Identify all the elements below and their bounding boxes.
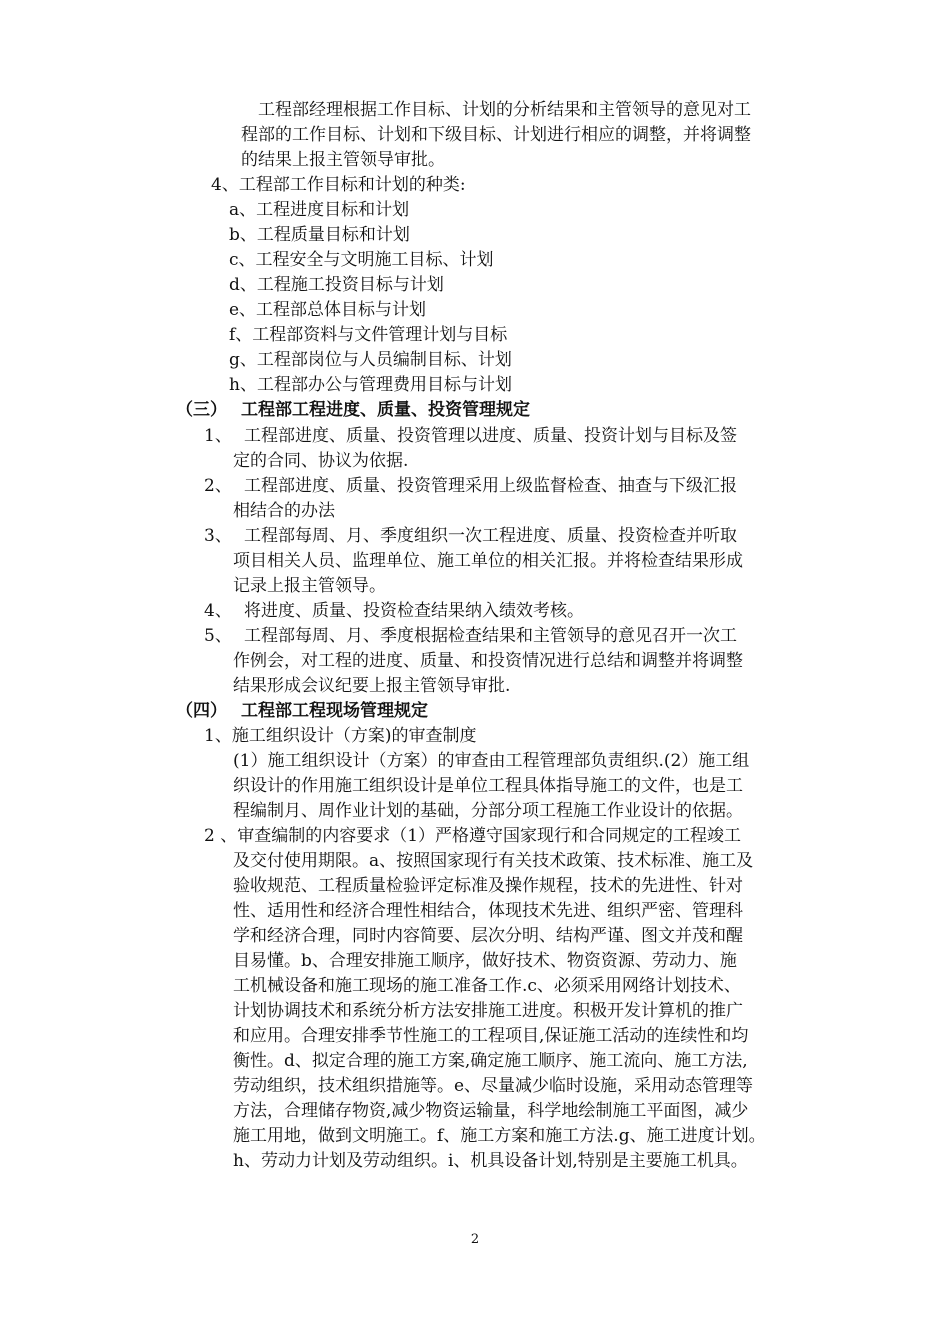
section4-item2-text: 和应用。合理安排季节性施工的工程项目,保证施工活动的连续性和均: [233, 1026, 749, 1046]
intro-line: 的结果上报主管领导审批。: [241, 150, 445, 170]
item4-list-item: e、工程部总体目标与计划: [229, 300, 427, 320]
section3-number: （三）: [176, 400, 227, 420]
section3-item-number: 4、: [204, 601, 232, 621]
section4-item2-text: 工机械设备和施工现场的施工准备工作.c、必须采用网络计划技术、: [233, 976, 741, 996]
intro-line: 工程部经理根据工作目标、计划的分析结果和主管领导的意见对工: [258, 100, 751, 120]
section3-item-number: 3、: [204, 526, 232, 546]
section4-item2-text: 劳动组织，技术组织措施等。e、尽量减少临时设施，采用动态管理等: [233, 1076, 754, 1096]
section4-item2-text: 2 、审查编制的内容要求（1）严格遵守国家现行和合同规定的工程竣工: [204, 826, 742, 846]
item4-list-item: b、工程质量目标和计划: [229, 225, 410, 245]
section4-heading: 工程部工程现场管理规定: [241, 701, 428, 721]
section4-item2-text: 性、适用性和经济合理性相结合，体现技术先进、组织严密、管理科: [233, 901, 743, 921]
section4-item2-text: 目易懂。b、合理安排施工顺序，做好技术、物资资源、劳动力、施: [233, 951, 737, 971]
section3-item-number: 5、: [204, 626, 232, 646]
section4-item2-text: h、劳动力计划及劳动组织。i、机具设备计划,特别是主要施工机具。: [233, 1151, 748, 1171]
item4-list-item: d、工程施工投资目标与计划: [229, 275, 444, 295]
section4-item2-text: 施工用地，做到文明施工。f、施工方案和施工方法.g、施工进度计划。: [233, 1126, 766, 1146]
item4-list-item: c、工程安全与文明施工目标、计划: [229, 250, 494, 270]
section4-item2-text: 及交付使用期限。a、按照国家现行有关技术政策、技术标准、施工及: [233, 851, 754, 871]
section3-item-text: 记录上报主管领导。: [233, 576, 386, 596]
intro-line: 程部的工作目标、计划和下级目标、计划进行相应的调整，并将调整: [241, 125, 751, 145]
section3-item-number: 1、: [204, 426, 232, 446]
section3-item-number: 2、: [204, 476, 232, 496]
item4-list-item: a、工程进度目标和计划: [229, 200, 410, 220]
section4-item1-text: 织设计的作用施工组织设计是单位工程具体指导施工的文件，也是工: [233, 776, 743, 796]
item4-list-item: f、工程部资料与文件管理计划与目标: [229, 325, 508, 345]
section3-item-text: 相结合的办法: [233, 501, 335, 521]
section3-item-text: 结果形成会议纪要上报主管领导审批.: [233, 676, 511, 696]
page-number: 2: [470, 1232, 480, 1247]
section4-item2-text: 学和经济合理，同时内容简要、层次分明、结构严谨、图文并茂和醒: [233, 926, 743, 946]
item4-list-item: g、工程部岗位与人员编制目标、计划: [229, 350, 512, 370]
section3-item-text: 定的合同、协议为依据.: [233, 451, 409, 471]
section3-item-text: 将进度、质量、投资检查结果纳入绩效考核。: [244, 601, 584, 621]
section4-item2-text: 方法，合理储存物资,减少物资运输量，科学地绘制施工平面图，减少: [233, 1101, 749, 1121]
section3-heading: 工程部工程进度、质量、投资管理规定: [241, 400, 530, 420]
section4-number: （四）: [176, 701, 227, 721]
section3-item-text: 工程部进度、质量、投资管理以进度、质量、投资计划与目标及签: [244, 426, 737, 446]
section4-item1-text: 程编制月、周作业计划的基础，分部分项工程施工作业设计的依据。: [233, 801, 743, 821]
section3-item-text: 工程部进度、质量、投资管理采用上级监督检查、抽查与下级汇报: [244, 476, 737, 496]
section3-item-text: 项目相关人员、监理单位、施工单位的相关汇报。并将检查结果形成: [233, 551, 743, 571]
section4-item2-text: 计划协调技术和系统分析方法安排施工进度。积极开发计算机的推广: [233, 1001, 743, 1021]
section3-item-text: 工程部每周、月、季度根据检查结果和主管领导的意见召开一次工: [244, 626, 737, 646]
section4-item2-text: 验收规范、工程质量检验评定标准及操作规程，技术的先进性、针对: [233, 876, 743, 896]
section4-item1-title: 1、施工组织设计（方案)的审查制度: [204, 726, 477, 746]
item4-list-item: h、工程部办公与管理费用目标与计划: [229, 375, 512, 395]
item4-title: 4、工程部工作目标和计划的种类:: [211, 175, 466, 195]
section4-item2-text: 衡性。d、拟定合理的施工方案,确定施工顺序、施工流向、施工方法,: [233, 1051, 748, 1071]
section4-item1-text: (1）施工组织设计（方案）的审查由工程管理部负责组织.(2）施工组: [233, 751, 750, 771]
section3-item-text: 作例会，对工程的进度、质量、和投资情况进行总结和调整并将调整: [233, 651, 743, 671]
section3-item-text: 工程部每周、月、季度组织一次工程进度、质量、投资检查并听取: [244, 526, 737, 546]
